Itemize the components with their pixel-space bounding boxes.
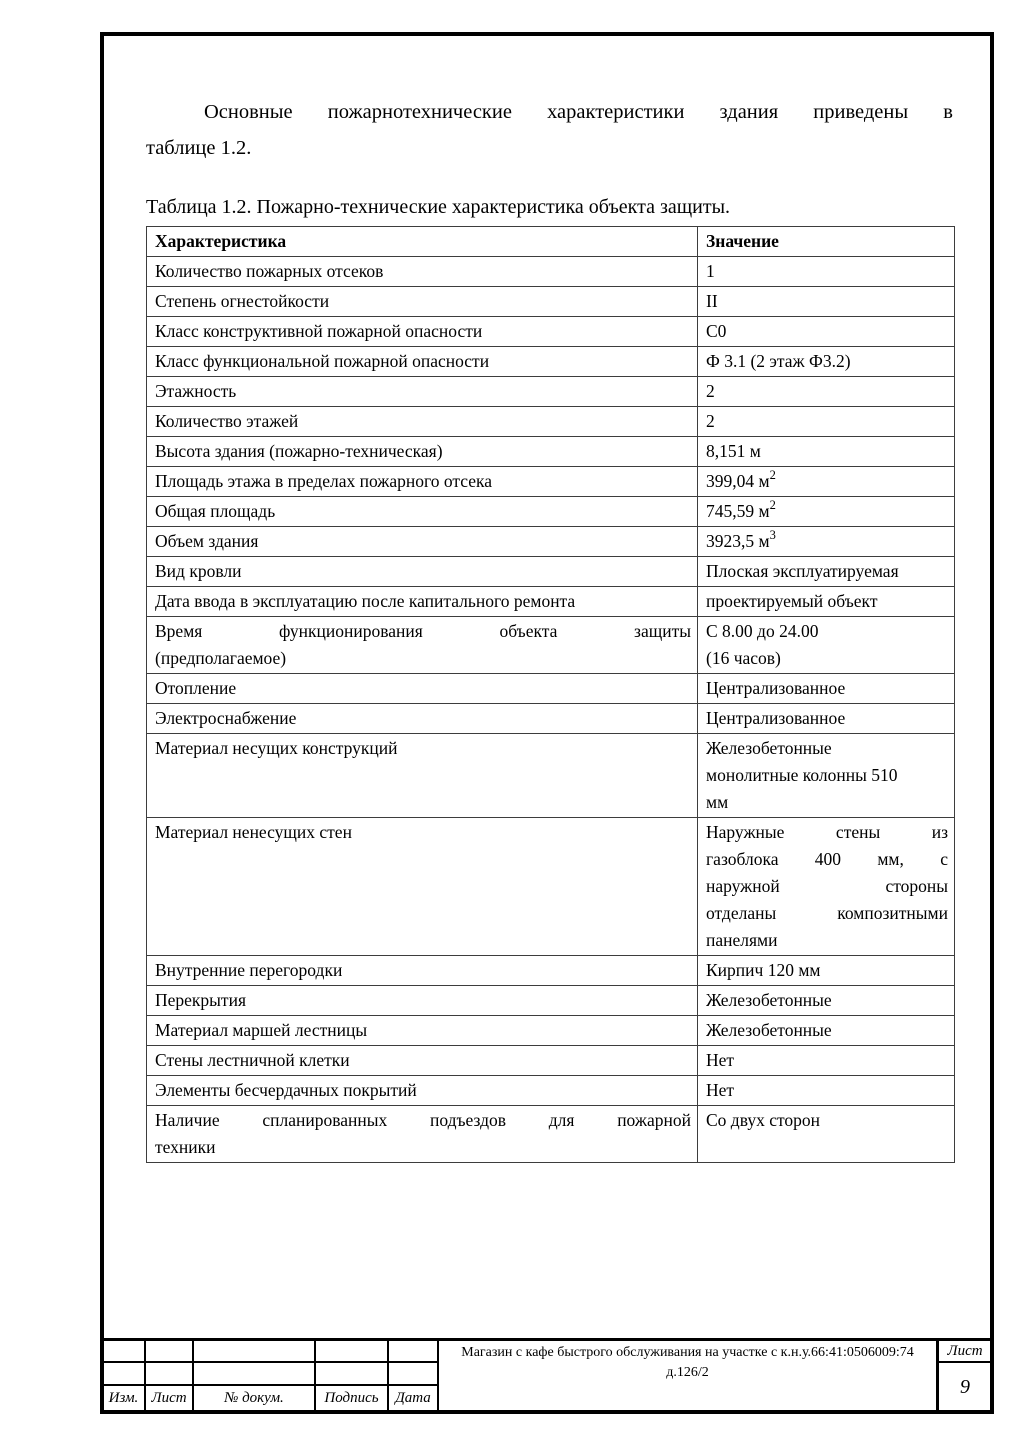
titleblock-label-list: Лист bbox=[146, 1386, 194, 1411]
value-cell: Железобетонные bbox=[698, 1016, 955, 1046]
characteristic-cell bbox=[147, 1106, 698, 1163]
characteristic-cell: Общая площадь bbox=[147, 497, 698, 527]
text-line: Наружные стены из bbox=[706, 822, 948, 842]
table-row bbox=[147, 407, 955, 437]
value-cell: проектируемый объект bbox=[698, 587, 955, 617]
text-line: монолитные колонны 510 bbox=[706, 765, 898, 785]
text-line: техники bbox=[155, 1137, 216, 1157]
table-body bbox=[147, 257, 955, 1163]
value-cell: Нет bbox=[698, 1046, 955, 1076]
characteristic-cell: Количество пожарных отсеков bbox=[147, 257, 698, 287]
characteristic-cell bbox=[147, 617, 698, 674]
table-row bbox=[147, 986, 955, 1016]
table-row bbox=[147, 347, 955, 377]
characteristic-cell: Материал ненесущих стен bbox=[147, 818, 698, 956]
characteristic-cell: Внутренние перегородки bbox=[147, 956, 698, 986]
value-cell: 2 bbox=[698, 407, 955, 437]
table-row bbox=[147, 674, 955, 704]
table-header-row bbox=[147, 227, 955, 257]
titleblock-cell bbox=[316, 1363, 389, 1386]
header-value: Значение bbox=[698, 227, 955, 257]
table-row bbox=[147, 1046, 955, 1076]
title-block bbox=[100, 1338, 994, 1414]
text-line: Время функционирования объекта защиты bbox=[155, 621, 691, 641]
table-caption: Таблица 1.2. Пожарно-технические характеристика объекта защиты. bbox=[146, 196, 731, 218]
value-cell: Ф 3.1 (2 этаж Ф3.2) bbox=[698, 347, 955, 377]
table-row bbox=[147, 467, 955, 497]
table-row bbox=[147, 704, 955, 734]
titleblock-label-izm: Изм. bbox=[103, 1386, 146, 1411]
table-row bbox=[147, 734, 955, 818]
characteristic-cell: Количество этажей bbox=[147, 407, 698, 437]
characteristic-cell: Материал маршей лестницы bbox=[147, 1016, 698, 1046]
titleblock-label-podpis: Подпись bbox=[316, 1386, 389, 1411]
value-cell: 3923,5 $м^3$ bbox=[698, 527, 955, 557]
value-cell: Плоская эксплуатируемая bbox=[698, 557, 955, 587]
text-line: Наличие спланированных подъездов для пожарной bbox=[155, 1110, 691, 1130]
value-cell: 8,151 м bbox=[698, 437, 955, 467]
text-line: (предполагаемое) bbox=[155, 648, 287, 668]
superscript: 2 bbox=[769, 468, 776, 483]
titleblock-cell bbox=[316, 1341, 389, 1363]
characteristic-cell: Электроснабжение bbox=[147, 704, 698, 734]
table-row bbox=[147, 287, 955, 317]
table-row bbox=[147, 818, 955, 956]
intro-paragraph bbox=[146, 94, 953, 166]
value-cell: Централизованное bbox=[698, 704, 955, 734]
table-row bbox=[147, 587, 955, 617]
value-cell: 399,04 $м^2$ bbox=[698, 467, 955, 497]
titleblock-label-dokum: № докум. bbox=[194, 1386, 316, 1411]
characteristic-cell: Отопление bbox=[147, 674, 698, 704]
value-cell bbox=[698, 734, 955, 818]
titleblock-cell bbox=[103, 1363, 146, 1386]
titleblock-cell bbox=[146, 1341, 194, 1363]
text-line: газоблока 400 мм, с bbox=[706, 849, 948, 869]
table-row bbox=[147, 617, 955, 674]
table-row bbox=[147, 1106, 955, 1163]
titleblock-cell bbox=[103, 1341, 146, 1363]
characteristic-cell: Перекрытия bbox=[147, 986, 698, 1016]
table-row bbox=[147, 317, 955, 347]
table-row bbox=[147, 1016, 955, 1046]
text-line: отделаны композитными bbox=[706, 903, 948, 923]
table-row bbox=[147, 527, 955, 557]
table-row bbox=[147, 557, 955, 587]
text-line: наружной стороны bbox=[706, 876, 948, 896]
value-cell: С0 bbox=[698, 317, 955, 347]
text-line: таблице 1.2. bbox=[146, 137, 252, 159]
characteristic-cell: Вид кровли bbox=[147, 557, 698, 587]
characteristic-cell: Класс конструктивной пожарной опасности bbox=[147, 317, 698, 347]
superscript: 3 bbox=[769, 528, 776, 543]
characteristics-table bbox=[146, 226, 955, 1163]
value-cell: Со двух сторон bbox=[698, 1106, 955, 1163]
titleblock-cell bbox=[389, 1363, 439, 1386]
titleblock-cell bbox=[194, 1341, 316, 1363]
value-cell: 1 bbox=[698, 257, 955, 287]
value-cell: II bbox=[698, 287, 955, 317]
text-line: (16 часов) bbox=[706, 648, 781, 668]
value-cell: Нет bbox=[698, 1076, 955, 1106]
text-line: С 8.00 до 24.00 bbox=[706, 621, 819, 641]
table-row bbox=[147, 377, 955, 407]
characteristic-cell: Элементы бесчердачных покрытий bbox=[147, 1076, 698, 1106]
characteristic-cell: Высота здания (пожарно-техническая) bbox=[147, 437, 698, 467]
titleblock-cell bbox=[146, 1363, 194, 1386]
characteristic-cell: Степень огнестойкости bbox=[147, 287, 698, 317]
titleblock-sheet-number: 9 bbox=[960, 1375, 970, 1398]
table-row bbox=[147, 1076, 955, 1106]
table-row bbox=[147, 497, 955, 527]
characteristic-cell: Этажность bbox=[147, 377, 698, 407]
text-line: Железобетонные bbox=[706, 738, 832, 758]
titleblock-cell bbox=[194, 1363, 316, 1386]
characteristic-cell: Объем здания bbox=[147, 527, 698, 557]
value-cell: 2 bbox=[698, 377, 955, 407]
titleblock-cell bbox=[389, 1341, 439, 1363]
value-cell: Железобетонные bbox=[698, 986, 955, 1016]
value-cell bbox=[698, 818, 955, 956]
characteristic-cell: Материал несущих конструкций bbox=[147, 734, 698, 818]
text-line: мм bbox=[706, 792, 729, 812]
titleblock-sheet-label: Лист bbox=[939, 1341, 991, 1363]
value-cell: 745,59 $м^2$ bbox=[698, 497, 955, 527]
characteristic-cell: Площадь этажа в пределах пожарного отсека bbox=[147, 467, 698, 497]
text-line: Основные пожарнотехнические характеристики здания приведены в bbox=[204, 101, 953, 123]
superscript: 2 bbox=[769, 498, 776, 513]
characteristic-cell: Стены лестничной клетки bbox=[147, 1046, 698, 1076]
table-row bbox=[147, 437, 955, 467]
titleblock-label-data: Дата bbox=[389, 1386, 439, 1411]
characteristic-cell: Дата ввода в эксплуатацию после капитального ремонта bbox=[147, 587, 698, 617]
characteristic-cell: Класс функциональной пожарной опасности bbox=[147, 347, 698, 377]
titleblock-document-name: Магазин с кафе быстрого обслуживания на участке с к.н.у.66:41:0506009:74 д.126/2 bbox=[439, 1341, 939, 1411]
table-row bbox=[147, 956, 955, 986]
text-line: панелями bbox=[706, 930, 778, 950]
value-cell bbox=[698, 617, 955, 674]
table-row bbox=[147, 257, 955, 287]
value-cell: Централизованное bbox=[698, 674, 955, 704]
header-characteristic: Характеристика bbox=[147, 227, 698, 257]
value-cell: Кирпич 120 мм bbox=[698, 956, 955, 986]
